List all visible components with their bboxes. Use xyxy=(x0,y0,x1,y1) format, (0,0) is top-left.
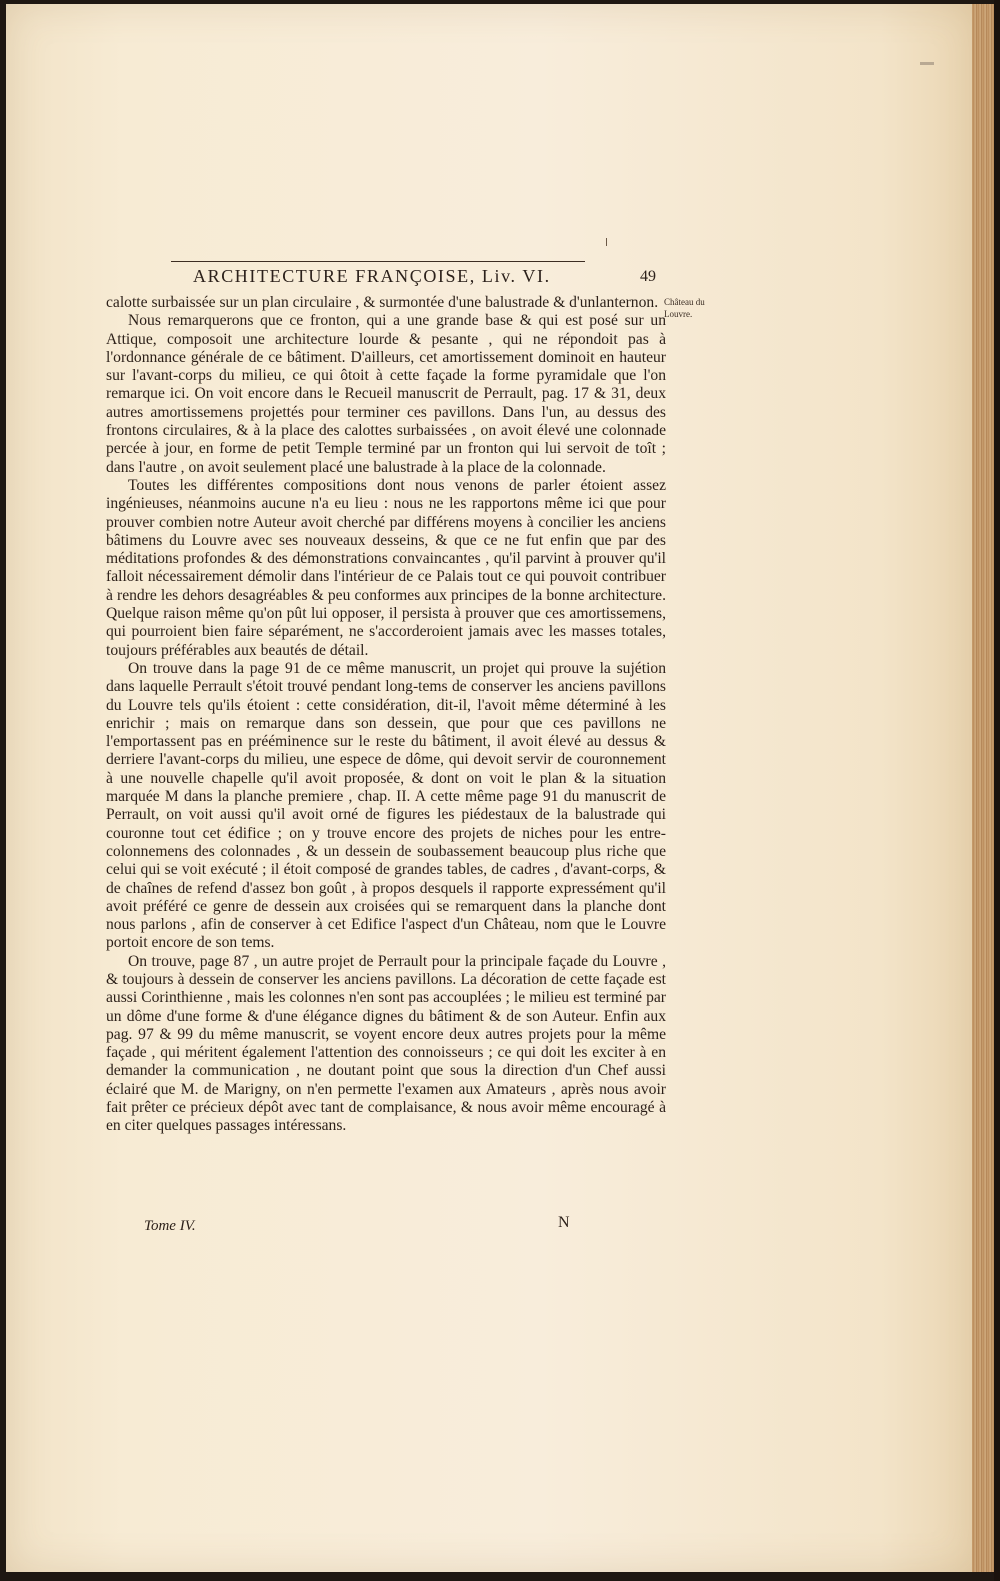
paragraph: Nous remarquerons que ce fronton, qui a une grande base & qui est posé sur un Attique, composoit une architecture lourde & pesante , qui ne répondoit pas à l'ordonnance générale de ce bâtiment. D'ailleurs, cet amortissement dominoit en hauteur sur l'avant-corps du milieu, ce qui ôtoit à cette façade la forme pyramidale que l'on remarque ici. On voit encore dans le Recueil manuscrit de Perrault, pag. 17 & 31, deux autres amortissemens projettés pour terminer ces pavillons. Dans l'un, au dessus des frontons circulaires, & à la place des calottes surbaissées , on avoit élevé une colonnade percée à jour, en forme de petit Temple terminé par un fronton qui lui servoit de toît ; dans l'autre , on avoit seulement placé une balustrade à la place de la colonnade. xyxy=(106,312,666,476)
page-number: 49 xyxy=(640,268,656,285)
book-edge-shadow xyxy=(994,0,1000,1581)
running-header xyxy=(171,258,585,288)
paragraph: Toutes les différentes compositions dont nous venons de parler étoient assez ingénieuses, néanmoins aucune n'a eu lieu : nous ne les rapportons même ici que pour prouver combien notre Auteur avoit cherché par différens moyens à concilier les anciens bâtimens du Louvre avec ses nouveaux desseins, & que ce ne fut enfin que par des méditations profondes & des démonstrations convaincantes , qu'il parvint à prouver qu'il falloit nécessairement démolir dans l'intérieur de ce Palais tout ce qui pouvoit contribuer à rendre les dehors desagréables & peu conformes aux principes de la bonne architecture. Quelque raison même qu'on pût lui opposer, il persista à prouver que ces amortissemens, qui pourroient bien faire séparément, ne s'accorderoient jamais avec les masses totales, toujours préférables aux beautés de détail. xyxy=(106,476,666,659)
paragraph: On trouve, page 87 , un autre projet de Perrault pour la principale façade du Louvre , & toujours à dessein de conserver les anciens pavillons. La décoration de cette façade est aussi Corinthienne , mais les colonnes n'en sont pas accouplées ; le milieu est terminé par un dôme d'une forme & d'une élégance dignes du bâtiment & de son Auteur. Enfin aux pag. 97 & 99 du même manuscrit, se voyent encore deux autres projets pour la même façade , qui méritent également l'attention des connoisseurs ; ce qui doit les exciter à en demander la communication , ne doutant point que sous la direction d'un Chef aussi éclairé que M. de Marigny, on n'en permette l'examen aux Amateurs , après nous avoir fait prêter ce précieux dépôt avec tant de complaisance, & nous avoir même encouragé à en citer quelques passages intéressans. xyxy=(106,952,666,1135)
paragraph: calotte surbaissée sur un plan circulaire , & surmontée d'une balustrade & d'unlanternon. xyxy=(106,294,659,311)
paragraph: On trouve dans la page 91 de ce même manuscrit, un projet qui prouve la sujétion dans laquelle Perrault s'étoit trouvé pendant long-tems de conserver les anciens pavillons du Louvre tels qu'ils étoient : cette considération, dit-il, l'avoit même déterminé à les enrichir ; mais on remarque dans son dessein, que pour que ces pavillons ne l'emportassent pas en prééminence sur le reste du bâtiment, il avoit élevé au dessus & derriere l'avant-corps du milieu, une espece de dôme, qui devoit servir de couronnement à une nouvelle chapelle qu'il avoit proposée, & dont on voit le plan & la situation marquée M dans la planche premiere , chap. II. A cette même page 91 du manuscrit de Perrault, on voit aussi qu'il avoit orné de figures les piédestaux de la balustrade qui couronne tout cet édifice ; on y trouve encore des projets de niches pour les entre-colonnemens des colonnades , & un dessein de soubassement beaucoup plus riche que celui qui se voit exécuté ; il étoit composé de grandes tables, de cadres , d'avant-corps, & de chaînes de refend d'assez bon goût , à propos desquels il rapporte expressément qu'il avoit préféré ce genre de dessein aux croisées qui se remarquent dans la planche dont nous parlons , afin de conserver à cet Edifice l'aspect d'un Château, nom que le Louvre portoit encore de son tems. xyxy=(106,659,666,952)
signature-mark: N xyxy=(558,1214,570,1231)
margin-note-line-1: Château du xyxy=(664,297,705,307)
page-fore-edge xyxy=(972,4,994,1572)
body-text xyxy=(106,294,666,1136)
volume-label: Tome IV. xyxy=(144,1218,196,1234)
running-title: ARCHITECTURE FRANÇOISE, Liv. VI. xyxy=(193,266,551,286)
margin-note xyxy=(664,296,734,320)
margin-note-line-2: Louvre. xyxy=(664,309,693,319)
ink-mark xyxy=(606,238,607,246)
ink-smudge xyxy=(920,62,934,65)
header-rule xyxy=(171,261,585,262)
